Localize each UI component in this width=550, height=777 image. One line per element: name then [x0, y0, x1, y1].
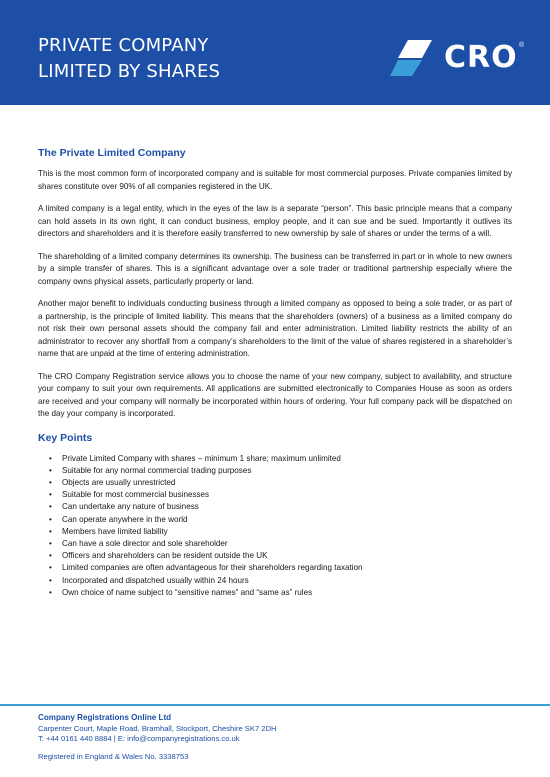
bullet-icon: • — [49, 465, 52, 475]
section-title: The Private Limited Company — [38, 147, 186, 159]
title-line-2: LIMITED BY SHARES — [38, 61, 221, 82]
key-points-title: Key Points — [38, 431, 93, 444]
bullet-icon: • — [49, 477, 52, 487]
list-item: • Suitable for most commercial businesses — [38, 489, 512, 501]
bullet-icon: • — [49, 526, 52, 536]
logo-wordmark: CRO — [444, 40, 518, 75]
header-banner — [0, 0, 550, 105]
key-points-list — [38, 453, 512, 599]
bullet-icon: • — [49, 551, 52, 561]
footer-registration: Registered in England & Wales No. 3338753 — [38, 751, 189, 761]
cro-logo-icon — [388, 36, 436, 80]
list-item: • Objects are usually unrestricted — [38, 477, 512, 489]
paragraph-5: The CRO Company Registration service allows you to choose the name of your new company, subject to availability, and structure your company to suit your own requirements. All applications are submitted electronically to Companies House as soon as orders are received and your company will normally be incorporated within hours of ordering. Your full company pack will be dispatched on the day your company is incorporated. — [38, 371, 512, 418]
footer — [38, 713, 276, 762]
bullet-icon: • — [49, 587, 52, 597]
list-item: • Private Limited Company with shares – minimum 1 share; maximum unlimited — [38, 453, 512, 465]
paragraph-2: A limited company is a legal entity, which in the eyes of the law is a separate “person”. This basic principle means that a company can hold assets in its own right, it can conduct business, employ people, and it can sue and be sued. Importantly it outlives its directors and shareholders and it is therefore easily transferred to new ownership by sale of shares or under the terms of a will. — [38, 204, 512, 238]
title-line-1: PRIVATE COMPANY — [38, 35, 209, 56]
footer-address: Carpenter Court, Maple Road, Bramhall, Stockport, Cheshire SK7 2DH — [38, 723, 277, 733]
cro-logo — [388, 36, 528, 80]
bullet-icon: • — [49, 514, 52, 524]
list-item: • Can have a sole director and sole shareholder — [38, 538, 512, 550]
list-item: • Incorporated and dispatched usually within 24 hours — [38, 575, 512, 587]
footer-company-name: Company Registrations Online Ltd — [38, 713, 172, 722]
list-item: • Can undertake any nature of business — [38, 501, 512, 513]
list-item: • Members have limited liability — [38, 526, 512, 538]
paragraph-4: Another major benefit to individuals conducting business through a limited company as opposed to being a sole trader, or as part of a partnership, is the principle of limited liability. This means that the shareholders (owners) of a business as a limited company do not risk their own personal assets should the company fail and enter administration. Limited liability restricts the ability of an administrator to recover any shortfall from a company’s shareholders to the limit of the value of shares registered in a shareholder’s name that are unpaid at the time of entering administration. — [38, 299, 512, 358]
footer-contact: T: +44 0161 440 8884 | E: info@companyregistrations.co.uk — [38, 734, 240, 743]
bullet-icon: • — [49, 563, 52, 573]
list-item: • Limited companies are often advantageous for their shareholders regarding taxation — [38, 562, 512, 574]
bullet-icon: • — [49, 575, 52, 585]
list-item: • Own choice of name subject to “sensitive names” and “same as” rules — [38, 587, 512, 599]
list-item: • Can operate anywhere in the world — [38, 514, 512, 526]
paragraph-1: This is the most common form of incorporated company and is suitable for most commercial purposes. Private companies limited by shares constitute over 90% of all companies registered in the UK. — [38, 169, 512, 191]
bullet-icon: • — [49, 490, 52, 500]
registered-mark: ® — [519, 42, 525, 49]
list-item: • Suitable for any normal commercial trading purposes — [38, 465, 512, 477]
list-item: • Officers and shareholders can be resident outside the UK — [38, 550, 512, 562]
paragraph-3: The shareholding of a limited company determines its ownership. The business can be transferred in part or in whole to new owners by a simple transfer of shares. This is a significant advantage over a sole trader or traditional partnership especially where the company owns physical assets, particularly property or land. — [38, 251, 512, 286]
bullet-icon: • — [49, 502, 52, 512]
document-title — [38, 33, 220, 85]
footer-divider — [0, 704, 550, 706]
main-content — [38, 146, 512, 599]
bullet-icon: • — [49, 453, 52, 463]
bullet-icon: • — [49, 538, 52, 548]
